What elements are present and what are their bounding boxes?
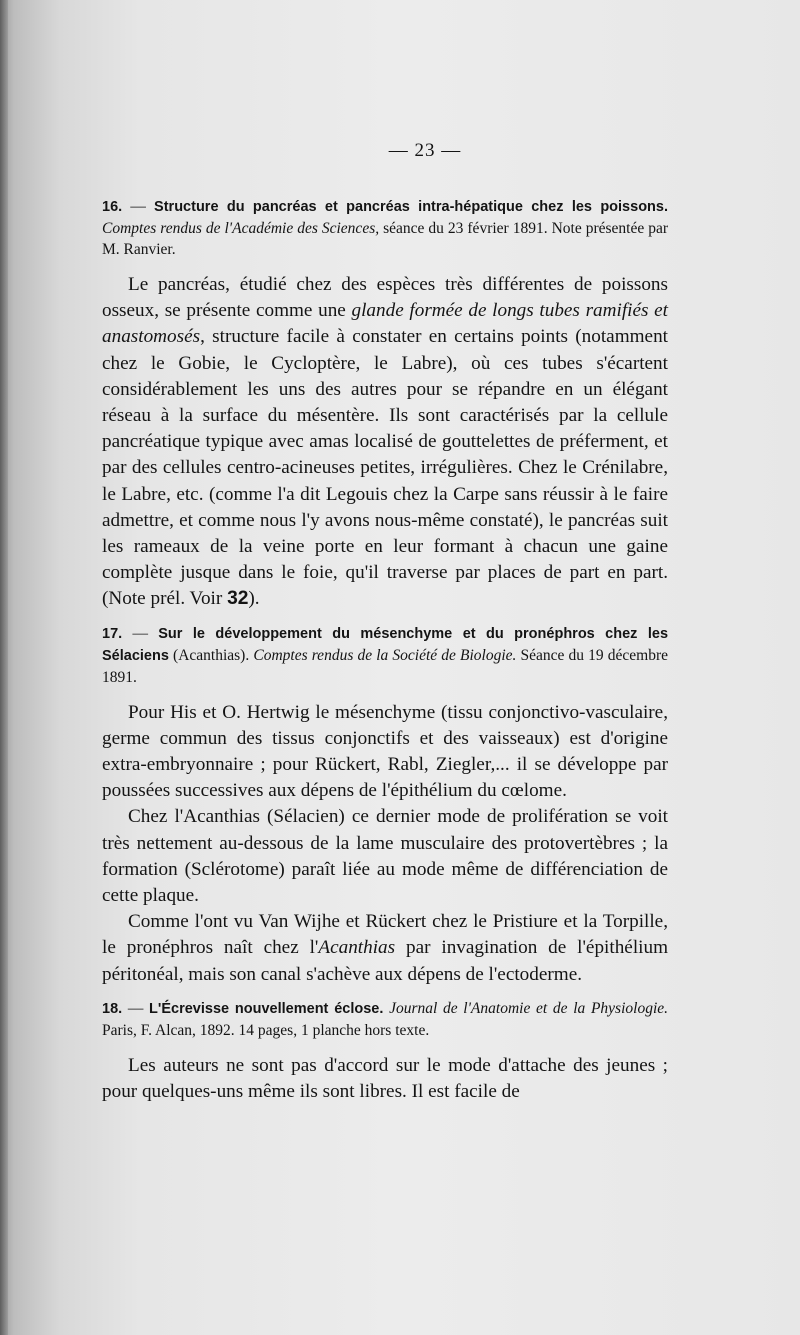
entry-18-reference (102, 998, 668, 1041)
entry-17-reference (102, 623, 668, 688)
entry-title: L'Écrevisse nouvellement éclose. (149, 1000, 384, 1017)
entry-journal: Comptes rendus de la Société de Biologie. (253, 646, 517, 664)
paragraph-text: Le pancréas, étudié chez des espèces très différentes de poissons osseux, se présente comme une (102, 274, 668, 322)
paragraph-text: , structure facile à constater en certains points (notamment chez le Gobie, le Cycloptère, le Labre), où ces tubes s'écartent considérablement les uns des autres pour se répandre en un élégant réseau à la surface du mésentère. Ils sont caractérisés par la cellule pancréatique typique avec amas localisé de gouttelettes de préferment, et par des cellules centro-acineuses petites, irrégulières. Chez le Crénilabre, le Labre, etc. (comme l'a dit Legouis chez la Carpe sans réussir à le faire admettre, et comme nous l'y avons nous-même constaté), le pancréas suit les rameaux de la veine porte en leur formant à chacun une gaine complète jusque dans le foie, qu'il traverse par places de part en part. (Note prél. Voir (102, 326, 668, 610)
entry-17-paragraph-3 (102, 909, 668, 988)
entry-title-paren: (Acanthias). (173, 646, 250, 664)
entry-number: 16. (102, 199, 123, 215)
entry-17-paragraph-1: Pour His et O. Hertwig le mésenchyme (tissu conjonctivo-vasculaire, germe commun des tissus conjonctifs et des vaisseaux) est d'origine extra-embryonnaire ; pour Rückert, Rabl, Ziegler,... il se développe par poussées successives aux dépens de l'épithélium du cœlome. (102, 701, 668, 802)
book-gutter-shadow (0, 0, 8, 1335)
paragraph-text: par invagination de l'épithélium péritonéal, mais son canal s'achève aux dépens de l'ectoderme. (102, 937, 668, 985)
entry-title: Sur le développement du mésenchyme et du pronéphros chez les Sélaciens (102, 625, 669, 664)
entry-title: Structure du pancréas et pancréas intra-hépatique chez les poissons. (154, 199, 668, 215)
entry-18-paragraph-1: Les auteurs ne sont pas d'accord sur le mode d'attache des jeunes ; pour quelques-uns même ils sont libres. Il est facile de (102, 1054, 668, 1103)
entry-dash: — (127, 999, 144, 1017)
entry-journal: Comptes rendus de l'Académie des Sciences, (102, 220, 380, 237)
entry-number: 18. (102, 1000, 123, 1017)
entry-16-paragraph (102, 272, 668, 613)
paragraph-emphasis: glande formée de longs tubes ramifiés et anastomosés (102, 300, 668, 348)
page-number: — 23 — (388, 140, 462, 161)
page-content (102, 140, 668, 1105)
paragraph-emphasis: Acanthias (318, 937, 396, 959)
entry-dash: — (130, 198, 146, 215)
entry-details: Séance du 19 décembre 1891. (102, 646, 669, 686)
entry-journal: Journal de l'Anatomie et de la Physiologie. (389, 999, 669, 1017)
paragraph-text: Comme l'ont vu Van Wijhe et Rückert chez le Pristiure et la Torpille, le pronéphros naît chez l' (102, 911, 668, 959)
cross-reference: 32 (227, 588, 249, 610)
entry-16-reference (102, 196, 668, 260)
entry-details: séance du 23 février 1891. Note présentée par M. Ranvier. (102, 220, 668, 258)
entry-details: Paris, F. Alcan, 1892. 14 pages, 1 planche hors texte. (102, 1021, 430, 1039)
entry-dash: — (132, 624, 148, 642)
entry-17-paragraph-2: Chez l'Acanthias (Sélacien) ce dernier mode de prolifération se voit très nettement au-dessous de la lame musculaire des protovertèbres ; la formation (Sclérotome) paraît liée au mode même de différenciation de cette plaque. (102, 806, 668, 907)
paragraph-text: ). (248, 588, 260, 610)
entry-number: 17. (102, 625, 123, 642)
